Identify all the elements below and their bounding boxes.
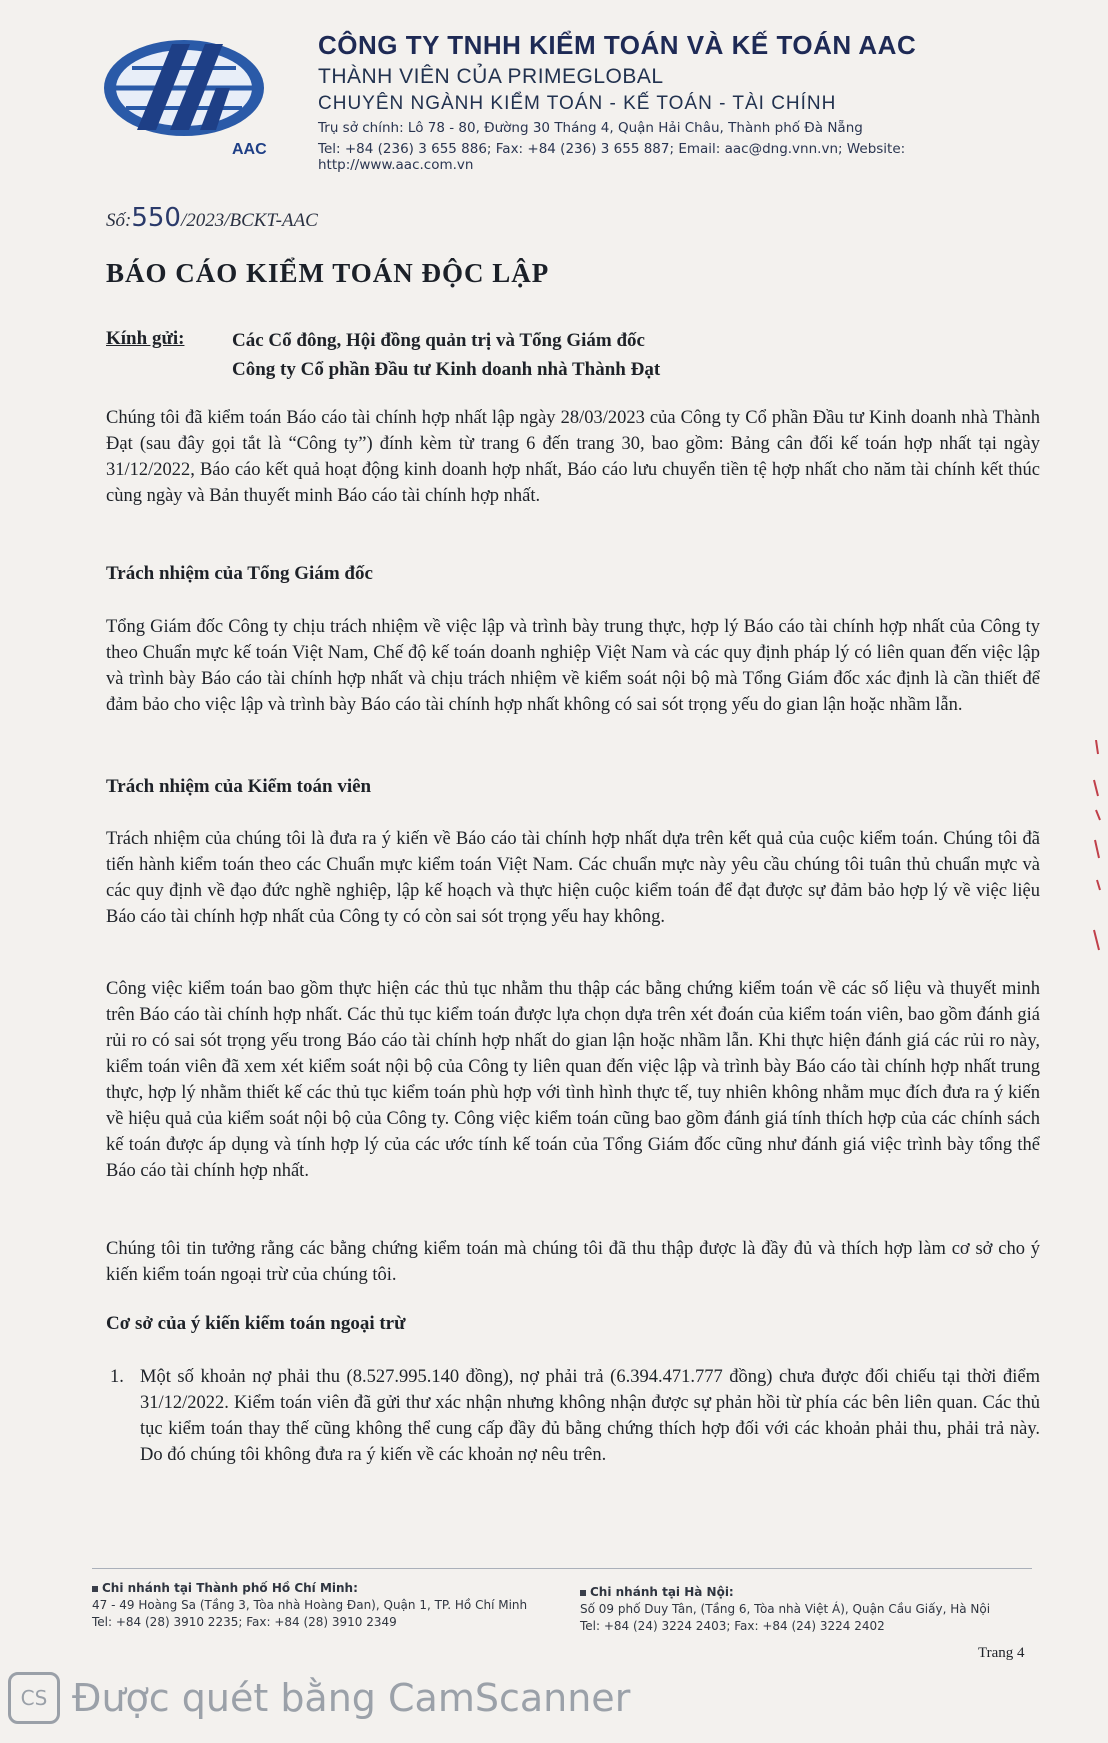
- letterhead: [318, 30, 1038, 173]
- logo-text: AAC: [232, 141, 267, 158]
- company-member: THÀNH VIÊN CỦA PRIMEGLOBAL: [318, 65, 664, 88]
- document-number: [106, 203, 318, 233]
- doc-number-suffix: /2023/BCKT-AAC: [180, 210, 318, 231]
- hn-branch-address: Số 09 phố Duy Tân, (Tầng 6, Tòa nhà Việt Á), Quận Cầu Giấy, Hà Nội: [580, 1602, 991, 1616]
- section-heading-auditor: Trách nhiệm của Kiểm toán viên: [106, 776, 372, 797]
- aac-logo: [92, 30, 292, 160]
- addressee-line-1: Các Cổ đông, Hội đồng quản trị và Tổng Giám đốc: [232, 330, 645, 351]
- company-contact: Tel: +84 (236) 3 655 886; Fax: +84 (236) 3 655 887; Email: aac@dng.vnn.vn; Website: http://www.aac.com.vn: [318, 141, 906, 173]
- list-item: [110, 1364, 1040, 1468]
- doc-number-handwritten: 550: [131, 203, 181, 233]
- list-item-text: Một số khoản nợ phải thu (8.527.995.140 đồng), nợ phải trả (6.394.471.777 đồng) chưa được đối chiếu tại thời điểm 31/12/2022. Kiểm toán viên đã gửi thư xác nhận nhưng không nhận được sự phản hồi từ phía các bên liên quan. Các thủ tục kiểm toán thay thế cũng không thể cung cấp đầy đủ bằng chứng thích hợp đối với các khoản phải thu, phải trả này. Do đó chúng tôi không đưa ra ý kiến về các khoản nợ nêu trên.: [140, 1367, 1040, 1465]
- hn-branch-title: Chi nhánh tại Hà Nội:: [590, 1585, 734, 1599]
- stamp-edge-marks: [1092, 740, 1104, 960]
- footer-hn-branch: [580, 1584, 990, 1635]
- company-name: CÔNG TY TNHH KIỂM TOÁN VÀ KẾ TOÁN AAC: [318, 30, 917, 60]
- bullet-square-icon: [580, 1590, 586, 1596]
- company-address: Trụ sở chính: Lô 78 - 80, Đường 30 Tháng 4, Quận Hải Châu, Thành phố Đà Nẵng: [318, 120, 863, 136]
- auditor-paragraph-3: Chúng tôi tin tưởng rằng các bằng chứng kiểm toán mà chúng tôi đã thu thập được là đầy đủ và thích hợp làm cơ sở cho ý kiến kiểm toán ngoại trừ của chúng tôi.: [106, 1239, 1040, 1285]
- company-specialty: CHUYÊN NGÀNH KIỂM TOÁN - KẾ TOÁN - TÀI CHÍNH: [318, 93, 837, 114]
- footer-rule: [92, 1568, 1032, 1569]
- section-heading-qualified-basis: Cơ sở của ý kiến kiểm toán ngoại trừ: [106, 1313, 406, 1334]
- intro-paragraph: Chúng tôi đã kiểm toán Báo cáo tài chính hợp nhất lập ngày 28/03/2023 của Công ty Cổ phần Đầu tư Kinh doanh nhà Thành Đạt (sau đây gọi tắt là “Công ty”) đính kèm từ trang 6 đến trang 30, bao gồm: Bảng cân đối kế toán hợp nhất tại ngày 31/12/2022, Báo cáo kết quả hoạt động kinh doanh hợp nhất, Báo cáo lưu chuyển tiền tệ hợp nhất cho năm tài chính kết thúc cùng ngày và Bản thuyết minh Báo cáo tài chính hợp nhất.: [106, 408, 1040, 506]
- report-title: BÁO CÁO KIỂM TOÁN ĐỘC LẬP: [106, 258, 550, 288]
- section-heading-management: Trách nhiệm của Tổng Giám đốc: [106, 563, 373, 584]
- footer-hcm-branch: [92, 1580, 527, 1631]
- hcm-branch-contact: Tel: +84 (28) 3910 2235; Fax: +84 (28) 3910 2349: [92, 1615, 397, 1629]
- hn-branch-contact: Tel: +84 (24) 3224 2403; Fax: +84 (24) 3224 2402: [580, 1619, 885, 1633]
- auditor-paragraph-1: Trách nhiệm của chúng tôi là đưa ra ý kiến về Báo cáo tài chính hợp nhất dựa trên kết quả của cuộc kiểm toán. Chúng tôi đã tiến hành kiểm toán theo các Chuẩn mực kiểm toán Việt Nam. Các chuẩn mực này yêu cầu chúng tôi tuân thủ chuẩn mực và các quy định về đạo đức nghề nghiệp, lập kế hoạch và thực hiện cuộc kiểm toán để đạt được sự đảm bảo hợp lý về việc liệu Báo cáo tài chính hợp nhất của Công ty có còn sai sót trọng yếu hay không.: [106, 829, 1040, 927]
- auditor-paragraph-2: Công việc kiểm toán bao gồm thực hiện các thủ tục nhằm thu thập các bằng chứng kiểm toán về các số liệu và thuyết minh trên Báo cáo tài chính hợp nhất. Các thủ tục kiểm toán được lựa chọn dựa trên xét đoán của kiểm toán viên, bao gồm đánh giá rủi ro có sai sót trọng yếu trong Báo cáo tài chính hợp nhất do gian lận hoặc nhầm lẫn. Khi thực hiện đánh giá các rủi ro này, kiểm toán viên đã xem xét kiểm soát nội bộ của Công ty liên quan đến việc lập và trình bày Báo cáo tài chính hợp nhất trung thực, hợp lý nhằm thiết kế các thủ tục kiểm toán phù hợp với tình hình thực tế, tuy nhiên không nhằm mục đích đưa ra ý kiến về hiệu quả của kiểm soát nội bộ của Công ty. Công việc kiểm toán cũng bao gồm đánh giá tính thích hợp của các chính sách kế toán được áp dụng và tính hợp lý của các ước tính kế toán của Tổng Giám đốc cũng như đánh giá việc trình bày tổng thể Báo cáo tài chính hợp nhất.: [106, 979, 1040, 1181]
- hcm-branch-address: 47 - 49 Hoàng Sa (Tầng 3, Tòa nhà Hoàng Đan), Quận 1, TP. Hồ Chí Minh: [92, 1598, 528, 1612]
- camscanner-text: Được quét bằng CamScanner: [72, 1676, 631, 1720]
- camscanner-watermark: [8, 1672, 630, 1724]
- list-item-number: 1.: [110, 1367, 124, 1387]
- page-number: Trang 4: [978, 1645, 1025, 1661]
- bullet-square-icon: [92, 1586, 98, 1592]
- camscanner-logo-icon: CS: [8, 1672, 60, 1724]
- addressee-line-2: Công ty Cổ phần Đầu tư Kinh doanh nhà Thành Đạt: [232, 359, 661, 380]
- addressee-label: Kính gửi:: [106, 328, 185, 349]
- management-responsibility-paragraph: Tổng Giám đốc Công ty chịu trách nhiệm về việc lập và trình bày trung thực, hợp lý Báo cáo tài chính hợp nhất của Công ty theo Chuẩn mực kế toán Việt Nam, Chế độ kế toán doanh nghiệp Việt Nam và các quy định pháp lý có liên quan đến việc lập và trình bày Báo cáo tài chính hợp nhất và chịu trách nhiệm về kiểm soát nội bộ mà Tổng Giám đốc xác định là cần thiết để đảm bảo cho việc lập và trình bày Báo cáo tài chính hợp nhất không có sai sót trọng yếu do gian lận hoặc nhầm lẫn.: [106, 617, 1040, 715]
- doc-number-prefix: Số:: [106, 210, 132, 231]
- hcm-branch-title: Chi nhánh tại Thành phố Hồ Chí Minh:: [102, 1581, 358, 1595]
